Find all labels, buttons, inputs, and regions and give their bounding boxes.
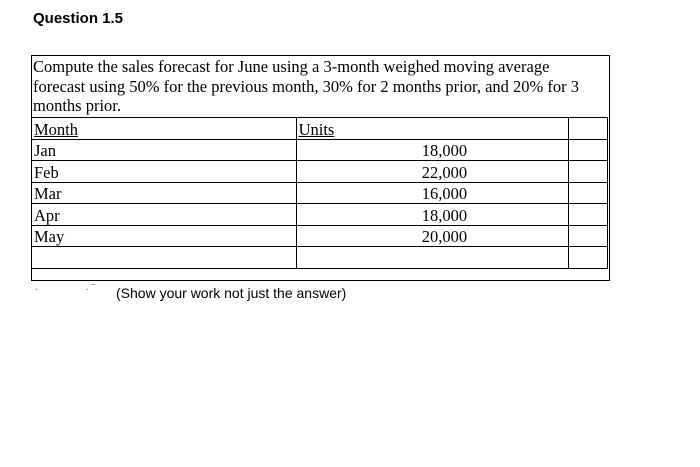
empty-cell (569, 182, 608, 204)
units-cell: 18,000 (296, 204, 569, 226)
month-cell: Mar (32, 182, 297, 204)
empty-cell (32, 247, 297, 269)
table-row-blank (32, 247, 608, 269)
table-row (32, 139, 608, 161)
data-table (31, 117, 608, 269)
table-header-row (32, 118, 608, 140)
question-title: Question 1.5 (33, 10, 124, 27)
units-cell: 18,000 (296, 139, 569, 161)
empty-cell (569, 225, 608, 247)
question-box (31, 55, 610, 281)
month-cell: Apr (32, 204, 297, 226)
stray-marks: · · ‾ (35, 284, 95, 295)
header-units: Units (296, 118, 569, 140)
table-row (32, 161, 608, 183)
empty-cell (569, 139, 608, 161)
table-row (32, 204, 608, 226)
empty-cell (569, 161, 608, 183)
table-row (32, 225, 608, 247)
units-cell: 20,000 (296, 225, 569, 247)
footnote-text: (Show your work not just the answer) (116, 285, 347, 301)
month-cell: May (32, 225, 297, 247)
table-row (32, 182, 608, 204)
empty-cell (569, 204, 608, 226)
units-cell: 22,000 (296, 161, 569, 183)
empty-cell (569, 247, 608, 269)
header-month: Month (32, 118, 297, 140)
month-cell: Feb (32, 161, 297, 183)
empty-cell (296, 247, 569, 269)
units-cell: 16,000 (296, 182, 569, 204)
month-cell: Jan (32, 139, 297, 161)
header-empty (569, 118, 608, 140)
prompt-text: Compute the sales forecast for June using a 3-month weighed moving average forecast using 50% for the previous month, 30% for 2 months prior, and 20% for 3 months prior. (33, 57, 580, 115)
